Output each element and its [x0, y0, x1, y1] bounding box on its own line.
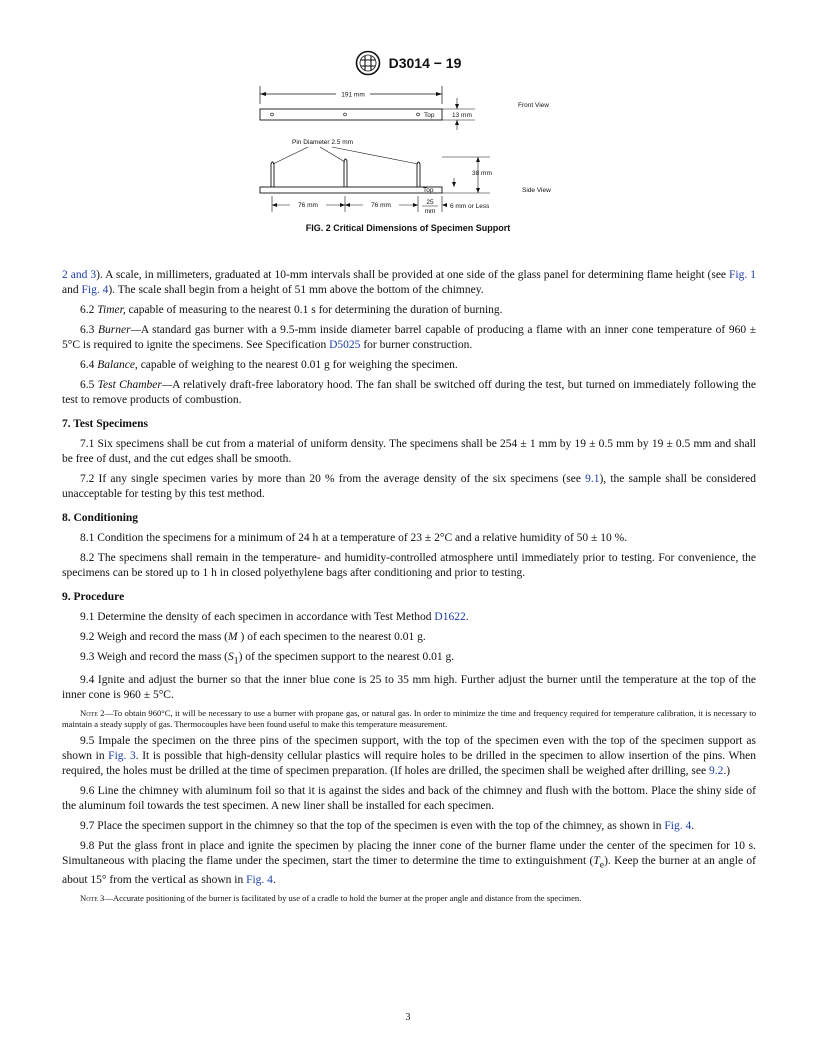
symbol: S	[228, 651, 234, 663]
text-span: 7.2 If any single specimen varies by more than 20 % from the average density of the six specimens (see	[80, 473, 586, 485]
text-span: 9.7 Place the specimen support in the chimney so that the top of the specimen is even with the top of the chimney, as shown in	[80, 820, 665, 833]
section-9-8	[62, 839, 756, 887]
section-6-3	[62, 323, 756, 353]
text-span: A standard gas burner with a 9.5-mm inside diameter barrel capable of producing a flame with an inner cone temperature of 960 ± 5°C is required to ignite the specimens. See Specification	[62, 324, 757, 351]
text-span: .	[465, 611, 469, 623]
paragraph-continued	[62, 268, 756, 298]
xref-link[interactable]: Fig. 1	[729, 269, 756, 281]
note-label: Note 2	[80, 708, 105, 719]
text-span: A relatively draft-free laboratory hood. The fan shall be switched off during the test, but turned on immediately following the test to remove products of combustion.	[62, 379, 756, 406]
section-6-5	[62, 378, 756, 408]
section-number: 6.3	[80, 324, 99, 336]
dim-25-num: 25	[426, 199, 434, 206]
heading-conditioning: 8. Conditioning	[62, 512, 139, 524]
text-span: 9.3 Weigh and record the mass (	[80, 651, 229, 663]
text-span: .	[272, 873, 276, 886]
text-span: capable of weighing to the nearest 0.01 g for weighing the specimen.	[137, 359, 458, 371]
dim-25-unit: mm	[424, 208, 436, 215]
figure-drawing	[250, 82, 570, 232]
text-span: ). The scale shall begin from a height of 51 mm above the bottom of the chimney.	[108, 284, 484, 296]
front-view-label: Front View	[518, 102, 549, 109]
text-span: ) of the specimen support to the nearest 0.01 g.	[238, 651, 455, 663]
xref-link[interactable]: D1622	[434, 611, 466, 623]
xref-link[interactable]: Fig. 4	[664, 820, 692, 833]
section-9-7	[62, 819, 756, 834]
section-9-5	[62, 734, 756, 779]
note-label: Note 3	[80, 892, 105, 903]
figure-specimen-support	[250, 82, 570, 232]
text-span: . It is possible that high-density cellular plastics will require holes to be drilled in the specimen to allow insertion of the pins. When required, the holes must be drilled at the time of specimen preparation. (If holes are drilled, the specimen shall be weighed after drilling, see	[62, 750, 756, 778]
section-9-4: 9.4 Ignite and adjust the burner so that the inner blue cone is 25 to 35 mm high. Further adjust the burner until the temperature at the top of the inner cone is 960 ± 5°C.	[62, 674, 756, 702]
text-span: 9.1 Determine the density of each specimen in accordance with Test Method	[80, 611, 435, 623]
note-3	[62, 893, 756, 904]
section-9-2	[62, 630, 756, 645]
heading-test-specimens: 7. Test Specimens	[62, 418, 148, 430]
xref-link[interactable]: Fig. 4	[246, 873, 273, 886]
text-span: capable of measuring to the nearest 0.1 s for determining the duration of burning.	[125, 304, 503, 316]
dim-13-label: 13 mm	[452, 112, 472, 119]
pin-diameter-label: Pin Diameter 2.5 mm	[292, 139, 354, 146]
text-span: ), the sample shall be considered unacceptable for testing by this test method.	[62, 473, 756, 500]
figure-caption: FIG. 2 Critical Dimensions of Specimen Support	[305, 223, 511, 233]
page-number: 3	[405, 1012, 411, 1023]
text-span: ). Keep the burner at an angle of about 15° from the vertical as shown in	[62, 855, 756, 886]
section-number: 6.4	[80, 359, 98, 371]
section-9-1	[62, 610, 756, 625]
text-span: and	[62, 284, 82, 296]
standard-code: D3014 − 19	[388, 55, 462, 71]
term: Burner—	[98, 324, 141, 336]
subscript: 1	[233, 655, 239, 667]
text-span: 9.2 Weigh and record the mass (	[80, 631, 229, 643]
side-view-label: Side View	[522, 187, 551, 194]
heading-procedure: 9. Procedure	[62, 591, 125, 603]
section-number: 6.2	[80, 304, 98, 316]
dim-38-label: 38 mm	[472, 170, 492, 177]
xref-link[interactable]: Fig. 4	[81, 284, 109, 296]
text-span: 9.5 Impale the specimen on the three pins of the specimen support, with the top of the specimen even with the top of the specimen support as shown in	[62, 735, 756, 763]
top-label-front: Top	[424, 112, 435, 119]
note-2	[62, 708, 756, 729]
xref-link[interactable]: D5025	[329, 339, 361, 351]
dim-6-label: 6 mm or Less	[450, 203, 490, 210]
section-number: 6.5	[80, 379, 98, 391]
text-span: ). A scale, in millimeters, graduated at 10-mm intervals shall be provided at one side of the glass panel for determining flame height (see	[96, 269, 730, 281]
text-span: 9.8 Put the glass front in place and ignite the specimen by placing the inner cone of the burner flame under the center of the specimen for 10 s. Simultaneous with placing the flame under the specimen, start the timer to determine the time to extinguishment (	[62, 840, 756, 868]
term: Test Chamber—	[97, 379, 173, 391]
term: Balance,	[97, 359, 138, 371]
section-8-1: 8.1 Condition the specimens for a minimum of 24 h at a temperature of 23 ± 2°C and a relative humidity of 50 ± 10 %.	[80, 532, 628, 544]
dim-76-a-label: 76 mm	[298, 202, 318, 209]
section-9-6: 9.6 Line the chimney with aluminum foil so that it is against the sides and back of the chimney and flush with the bottom. Place the shiny side of the aluminum foil towards the test specimen. A new liner shall be installed for each specimen.	[62, 785, 756, 813]
xref-link[interactable]: Fig. 3	[108, 750, 136, 763]
text-span: .	[691, 820, 695, 833]
note-text: —Accurate positioning of the burner is facilitated by use of a cradle to hold the burner at the proper angle and distance from the specimen.	[104, 892, 582, 903]
symbol: T	[593, 855, 600, 868]
section-7-1: 7.1 Six specimens shall be cut from a material of uniform density. The specimens shall be 254 ± 1 mm by 19 ± 0.5 mm by 19 ± 0.5 mm and shall be free of dust, and the cut edges shall be smooth.	[62, 438, 756, 465]
section-8-2: 8.2 The specimens shall remain in the temperature- and humidity-controlled atmosphere until immediately prior to testing. For convenience, the specimens can be stored up to 1 h in closed polyethylene bags after conditioning and prior to testing.	[62, 552, 756, 579]
subscript: e	[599, 859, 605, 871]
top-label-side: Top	[423, 187, 434, 194]
xref-link[interactable]: 9.2	[708, 765, 724, 778]
section-9-3	[62, 650, 756, 668]
dim-76-b-label: 76 mm	[371, 202, 391, 209]
section-6-4	[62, 358, 756, 373]
note-text: —To obtain 960°C, it will be necessary to use a burner with propane gas, or natural gas. In order to minimize the time and frequency required for temperature calibration, it is necessary to maintain a steady supply of gas. Thermocouples have been found useful to make this temperature measurement.	[62, 708, 756, 729]
astm-logo-icon	[355, 50, 381, 76]
xref-link[interactable]: 2 and 3	[62, 269, 97, 281]
body-text	[62, 268, 756, 908]
text-span: for burner construction.	[360, 339, 473, 351]
section-7-2	[62, 472, 756, 502]
xref-link[interactable]: 9.1	[585, 473, 600, 485]
symbol: M	[228, 631, 238, 643]
page-header	[0, 50, 816, 76]
text-span: .)	[723, 765, 731, 778]
section-6-2	[62, 303, 756, 318]
text-span: ) of each specimen to the nearest 0.01 g.	[237, 631, 426, 643]
term: Timer,	[97, 304, 126, 316]
dim-191-label: 191 mm	[341, 91, 365, 99]
